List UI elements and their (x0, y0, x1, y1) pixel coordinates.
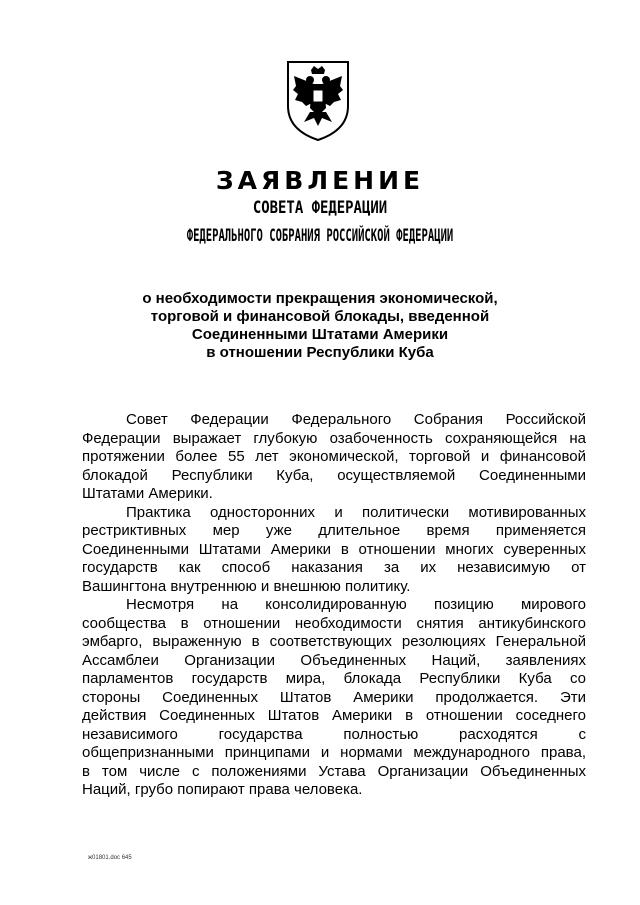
body-line: независимого государства полностью расходятся с (82, 725, 586, 743)
body-line: Федерации выражает глубокую озабоченность сохраняющейся на (82, 429, 586, 447)
body-line: Несмотря на консолидированную позицию мирового (126, 596, 586, 613)
document-title: ЗАЯВЛЕНИЕ (215, 166, 425, 195)
coat-of-arms-icon (284, 56, 352, 142)
body-line: эмбарго, выраженную в соответствующих резолюциях Генеральной (82, 633, 586, 650)
body-line: Соединенными Штатами Америки в отношении многих суверенных (82, 540, 586, 558)
subject-line: в отношении Республики Куба (206, 344, 434, 361)
body-line: Наций, грубо попирают права человека. (82, 781, 363, 798)
body-line: Совет Федерации Федерального Собрания Российской (126, 411, 586, 428)
body-line: Вашингтона внутреннюю и внешнюю политику. (82, 577, 411, 595)
body-line: в том числе с положениями Устава Организации Объединенных (82, 762, 586, 780)
document-body (82, 411, 586, 800)
subject-line: Соединенными Штатами Америки (191, 326, 449, 343)
paragraph-2 (82, 504, 586, 597)
body-line: протяжении более 55 лет экономической, торговой и финансовой (82, 448, 586, 465)
paragraph-3 (82, 596, 586, 800)
body-line: Штатами Америки. (82, 485, 213, 502)
file-reference: ж01801.doc 645 (88, 855, 132, 861)
body-line: Практика односторонних и политически мотивированных (126, 503, 586, 521)
body-line: государств как способ наказания за их независимую от (82, 559, 586, 576)
issuer-line-1: СОВЕТА ФЕДЕРАЦИИ (252, 198, 388, 218)
body-line: рестриктивных мер уже длительное время применяется (82, 522, 586, 539)
body-line: блокадой Республики Куба, осуществляемой Соединенными (82, 466, 586, 484)
body-line: общепризнанными принципами и нормами международного права, (82, 744, 586, 761)
issuer-line-2: ФЕДЕРАЛЬНОГО СОБРАНИЯ РОССИЙСКОЙ ФЕДЕРАЦИИ (186, 226, 454, 246)
document-subject (80, 290, 560, 362)
body-line: действия Соединенных Штатов Америки в отношении соседнего (82, 707, 586, 724)
body-line: парламентов государств мира, блокада Республики Куба со (82, 670, 586, 687)
body-line: Ассамблеи Организации Объединенных Наций, заявлениях (82, 651, 586, 669)
paragraph-1 (82, 411, 586, 504)
subject-line: о необходимости прекращения экономической, (142, 290, 498, 307)
body-line: стороны Соединенных Штатов Америки продолжается. Эти (82, 688, 586, 706)
subject-line: торговой и финансовой блокады, введенной (150, 308, 490, 325)
body-line: сообщества в отношении необходимости снятия антикубинского (82, 614, 586, 632)
